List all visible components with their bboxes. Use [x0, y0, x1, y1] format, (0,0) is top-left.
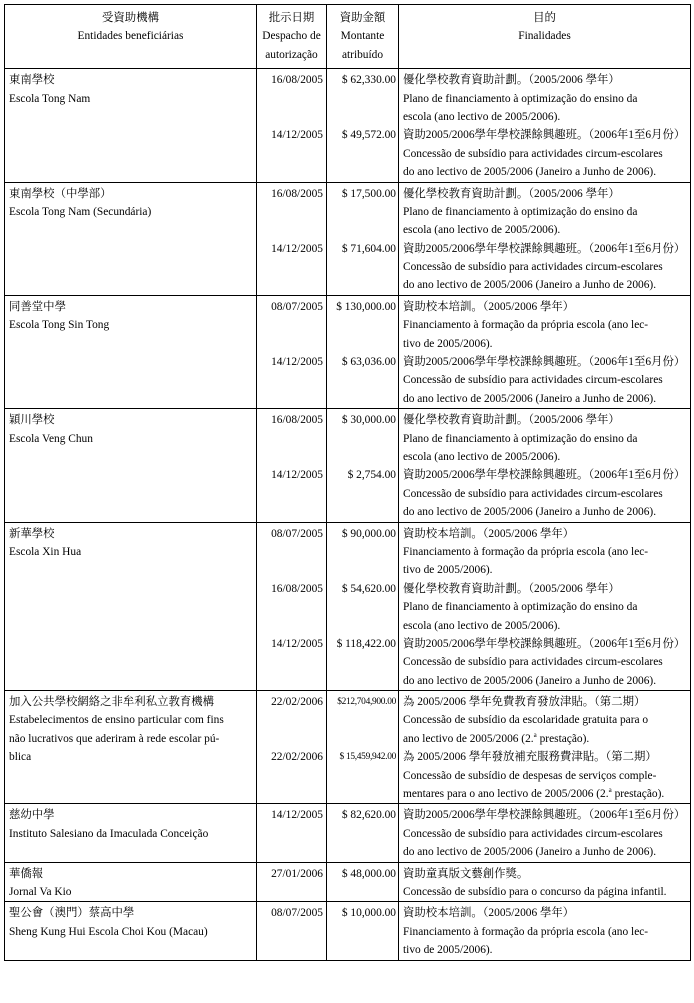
date-cell: 14/12/2005 — [257, 804, 327, 862]
date-cell: 22/02/2006 22/02/2006 — [257, 691, 327, 804]
table-row — [5, 691, 691, 804]
table-row — [5, 69, 691, 182]
purpose-cell: 資助2005/2006學年學校課餘興趣班。（2006年1至6月份） Concessão de subsídio para actividades circum-escolares do ano lectivo de 2005/2006 (Janeiro a Junho de 2006). — [399, 804, 691, 862]
entity-cell: 加入公共學校網絡之非牟利私立教育機構 Estabelecimentos de ensino particular com fins não lucrativos que aderiram à rede escolar pú- blica — [5, 691, 257, 804]
table-row — [5, 182, 691, 295]
entity-cell: 東南學校 Escola Tong Nam — [5, 69, 257, 182]
amount-cell: $ 17,500.00 $ 71,604.00 — [327, 182, 399, 295]
purpose-cell: 資助校本培訓。（2005/2006 學年） Financiamento à formação da própria escola (ano lec- tivo de 2005/2006). 資助2005/2006學年學校課餘興趣班。（2006年1至6月份） Concessão de subsídio para actividades circum-escolares do ano lectivo de 2005/2006 (Janeiro a Junho de 2006). — [399, 295, 691, 408]
amount-cell: $ 10,000.00 — [327, 902, 399, 960]
date-cell: 16/08/2005 14/12/2005 — [257, 409, 327, 522]
header-row — [5, 5, 691, 69]
purpose-cell: 資助童真版文藝創作獎。 Concessão de subsídio para o concurso da página infantil. — [399, 862, 691, 902]
date-cell: 08/07/2005 — [257, 902, 327, 960]
amount-cell: $ 82,620.00 — [327, 804, 399, 862]
date-cell: 08/07/2005 16/08/2005 14/12/2005 — [257, 522, 327, 691]
table-row — [5, 804, 691, 862]
amount-cell: $ 62,330.00 $ 49,572.00 — [327, 69, 399, 182]
purpose-cell: 優化學校教育資助計劃。（2005/2006 學年） Plano de financiamento à optimização do ensino da escola (ano lectivo de 2005/2006). 資助2005/2006學年學校課餘興趣班。（2006年1至6月份） Concessão de subsídio para actividades circum-escolares do ano lectivo de 2005/2006 (Janeiro a Junho de 2006). — [399, 182, 691, 295]
table-row — [5, 295, 691, 408]
table-row — [5, 522, 691, 691]
purpose-cell: 資助校本培訓。（2005/2006 學年） Financiamento à formação da própria escola (ano lec- tivo de 2005/2006). 優化學校教育資助計劃。（2005/2006 學年） Plano de financiamento à optimização do ensino da escola (ano lectivo de 2005/2006). 資助2005/2006學年學校課餘興趣班。（2006年1至6月份） Concessão de subsídio para actividades circum-escolares do ano lectivo de 2005/2006 (Janeiro a Junho de 2006). — [399, 522, 691, 691]
amount-cell: $ 90,000.00 $ 54,620.00 $ 118,422.00 — [327, 522, 399, 691]
date-cell: 27/01/2006 — [257, 862, 327, 902]
amount-cell: $ 30,000.00 $ 2,754.00 — [327, 409, 399, 522]
purpose-cell: 資助校本培訓。（2005/2006 學年） Financiamento à formação da própria escola (ano lec- tivo de 2005/2006). — [399, 902, 691, 960]
header-entity: 受資助機構 Entidades beneficiárias — [5, 5, 257, 69]
entity-cell: 華僑報 Jornal Va Kio — [5, 862, 257, 902]
date-cell: 16/08/2005 14/12/2005 — [257, 182, 327, 295]
entity-cell: 東南學校（中學部） Escola Tong Nam (Secundária) — [5, 182, 257, 295]
header-purpose: 目的 Finalidades — [399, 5, 691, 69]
header-amount: 資助金額 Montante atribuído — [327, 5, 399, 69]
table-row — [5, 902, 691, 960]
purpose-cell: 優化學校教育資助計劃。（2005/2006 學年） Plano de financiamento à optimização do ensino da escola (ano lectivo de 2005/2006). 資助2005/2006學年學校課餘興趣班。（2006年1至6月份） Concessão de subsídio para actividades circum-escolares do ano lectivo de 2005/2006 (Janeiro a Junho de 2006). — [399, 69, 691, 182]
amount-cell: $ 48,000.00 — [327, 862, 399, 902]
entity-cell: 新華學校 Escola Xin Hua — [5, 522, 257, 691]
entity-cell: 穎川學校 Escola Veng Chun — [5, 409, 257, 522]
purpose-cell: 為 2005/2006 學年免費教育發放津貼。（第二期） Concessão de subsídio da escolaridade gratuita para o ano lectivo de 2005/2006 (2.$^a$ prestação). 為 2005/2006 學年發放補充服務費津貼。（第二期） Concessão de subsídio de despesas de serviços comple- mentares para o ano lectivo de 2005/2006 (2.$^a$ prestação). — [399, 691, 691, 804]
date-cell: 16/08/2005 14/12/2005 — [257, 69, 327, 182]
grants-table — [4, 4, 691, 961]
table-row — [5, 409, 691, 522]
entity-cell: 同善堂中學 Escola Tong Sin Tong — [5, 295, 257, 408]
amount-cell: $212,704,900.00 $ 15,459,942.00 — [327, 691, 399, 804]
entity-cell: 聖公會（澳門）蔡高中學 Sheng Kung Hui Escola Choi Kou (Macau) — [5, 902, 257, 960]
header-date: 批示日期 Despacho de autorização — [257, 5, 327, 69]
table-row — [5, 862, 691, 902]
entity-cell: 慈幼中學 Instituto Salesiano da Imaculada Conceição — [5, 804, 257, 862]
date-cell: 08/07/2005 14/12/2005 — [257, 295, 327, 408]
purpose-cell: 優化學校教育資助計劃。（2005/2006 學年） Plano de financiamento à optimização do ensino da escola (ano lectivo de 2005/2006). 資助2005/2006學年學校課餘興趣班。（2006年1至6月份） Concessão de subsídio para actividades circum-escolares do ano lectivo de 2005/2006 (Janeiro a Junho de 2006). — [399, 409, 691, 522]
amount-cell: $ 130,000.00 $ 63,036.00 — [327, 295, 399, 408]
